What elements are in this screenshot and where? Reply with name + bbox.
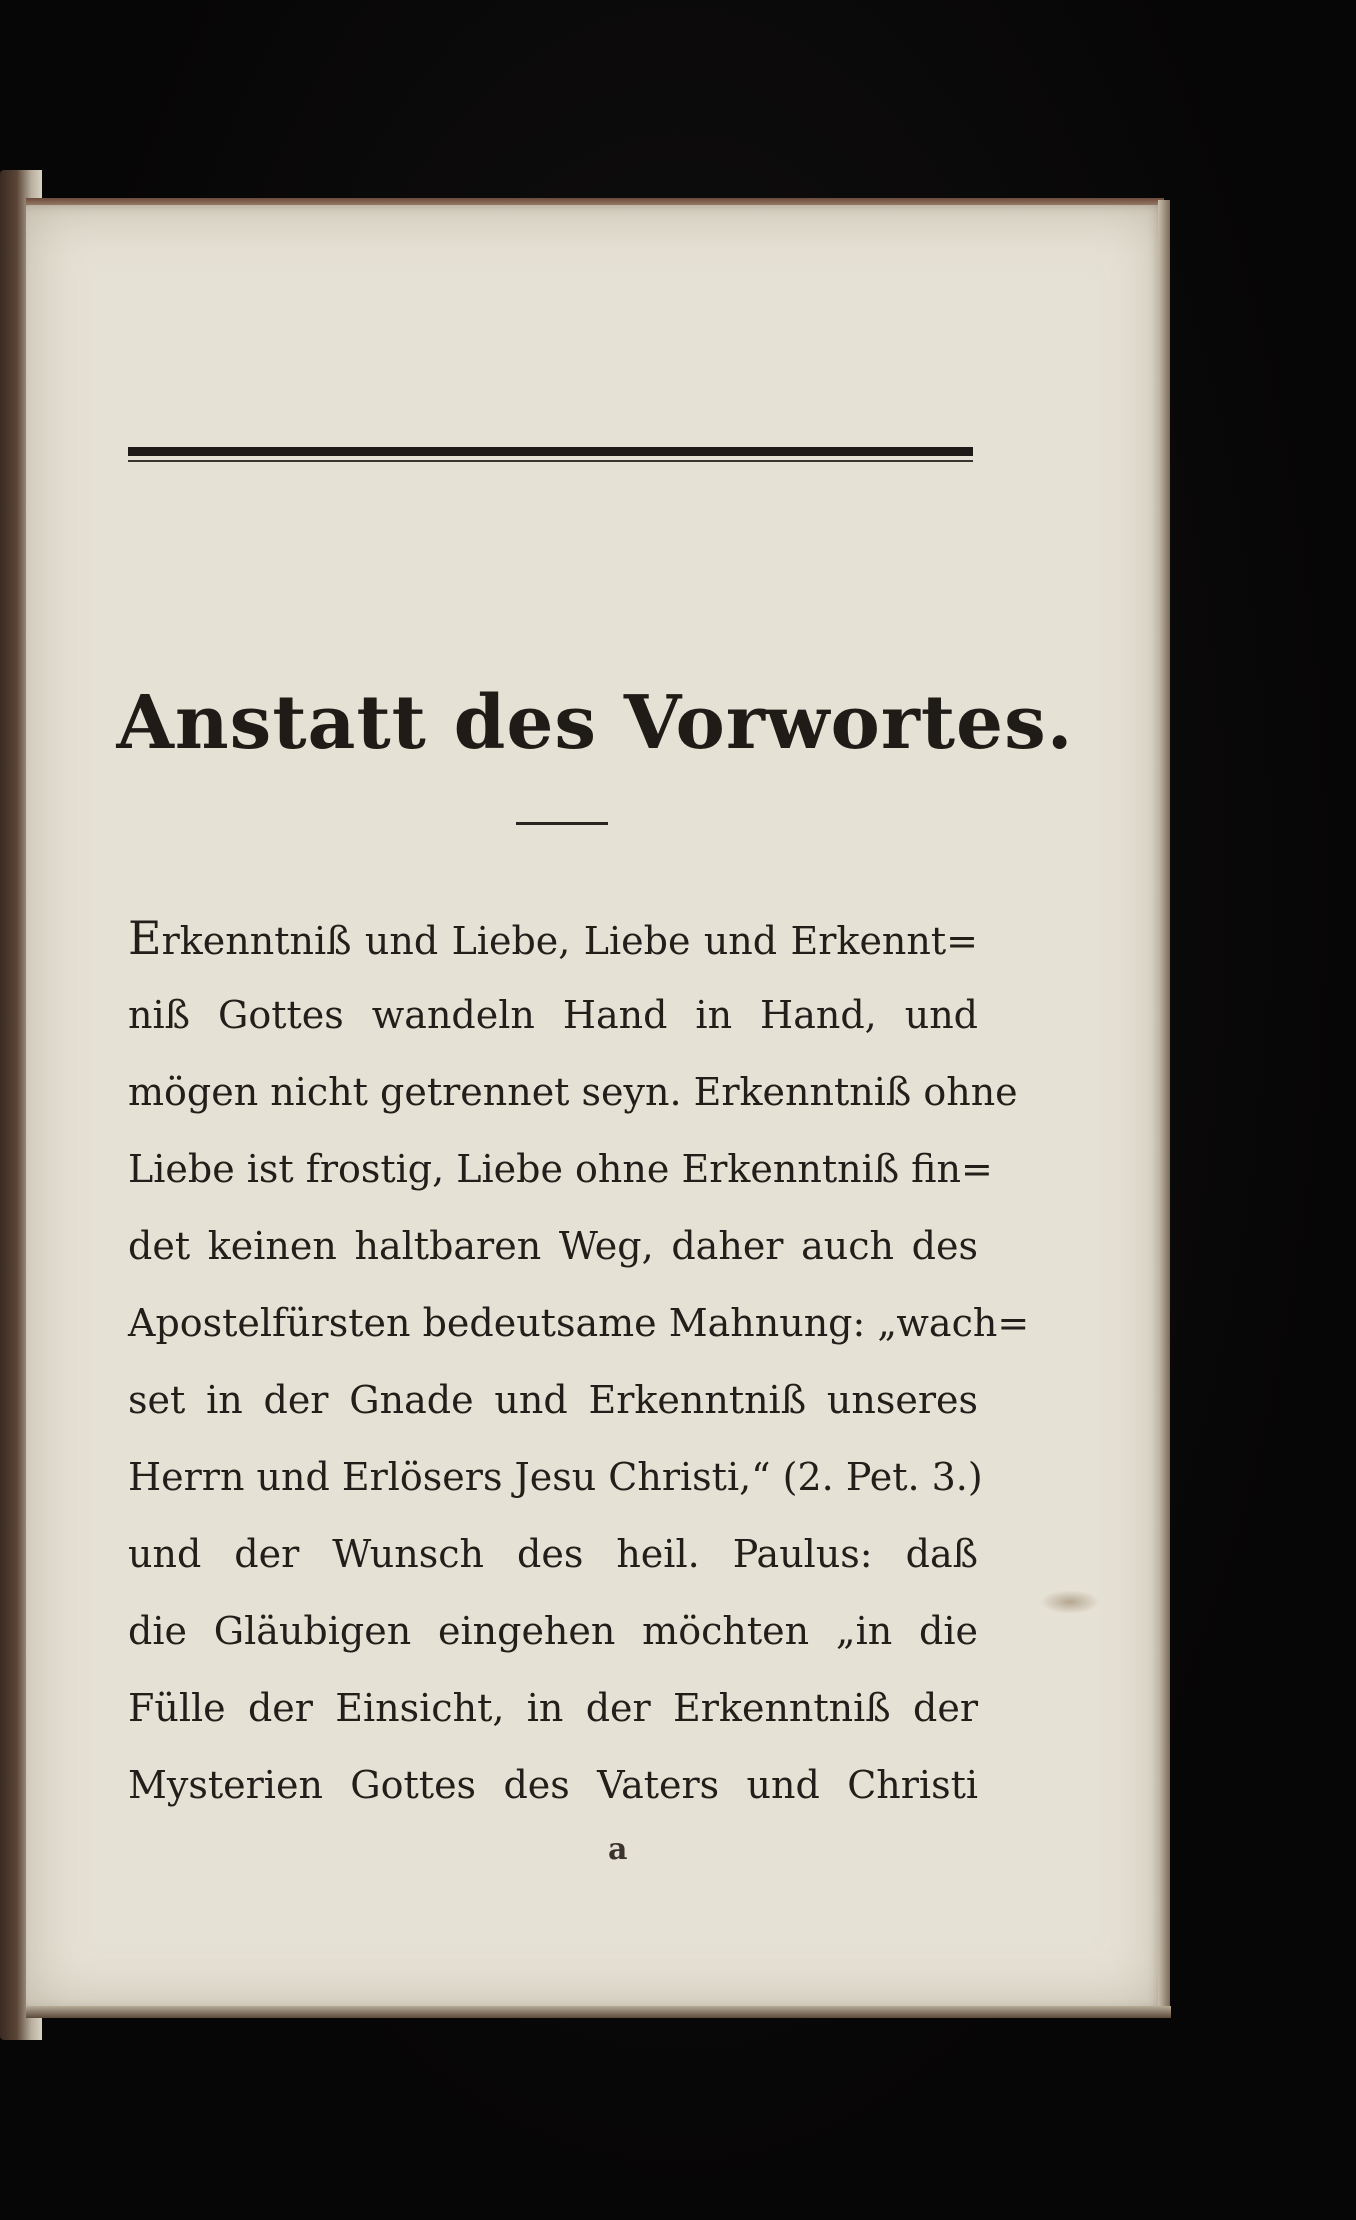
- text-line: Erkenntniß und Liebe, Liebe und Erkennt=: [128, 911, 978, 965]
- body-text: [128, 900, 1030, 1824]
- text-line: und der Wunsch des heil. Paulus: daß: [128, 1532, 978, 1576]
- text-line: niß Gottes wandeln Hand in Hand, und: [128, 993, 978, 1037]
- header-rule-thin: [128, 460, 973, 462]
- page-right-edge: [1158, 200, 1170, 2012]
- text-line: Liebe ist frostig, Liebe ohne Erkenntniß fin=: [128, 1147, 993, 1191]
- page-signature: a: [608, 1832, 628, 1867]
- text-line: det keinen haltbaren Weg, daher auch des: [128, 1224, 978, 1268]
- text-line: die Gläubigen eingehen möchten „in die: [128, 1609, 978, 1653]
- header-rule-thick: [128, 447, 973, 456]
- text-line: Herrn und Erlösers Jesu Christi,“ (2. Pet. 3.): [128, 1455, 983, 1499]
- text-line: set in der Gnade und Erkenntniß unseres: [128, 1378, 978, 1422]
- text-line: Fülle der Einsicht, in der Erkenntniß der: [128, 1686, 978, 1730]
- chapter-title: Anstatt des Vorwortes.: [116, 680, 1074, 766]
- page-bottom-edge: [26, 2006, 1171, 2018]
- paper-stain: [1040, 1590, 1100, 1614]
- text-line: Apostelfürsten bedeutsame Mahnung: „wach=: [128, 1301, 1030, 1345]
- text-line: Mysterien Gottes des Vaters und Christi: [128, 1763, 978, 1807]
- text-line: mögen nicht getrennet seyn. Erkenntniß ohne: [128, 1070, 1018, 1114]
- title-divider: [516, 822, 608, 825]
